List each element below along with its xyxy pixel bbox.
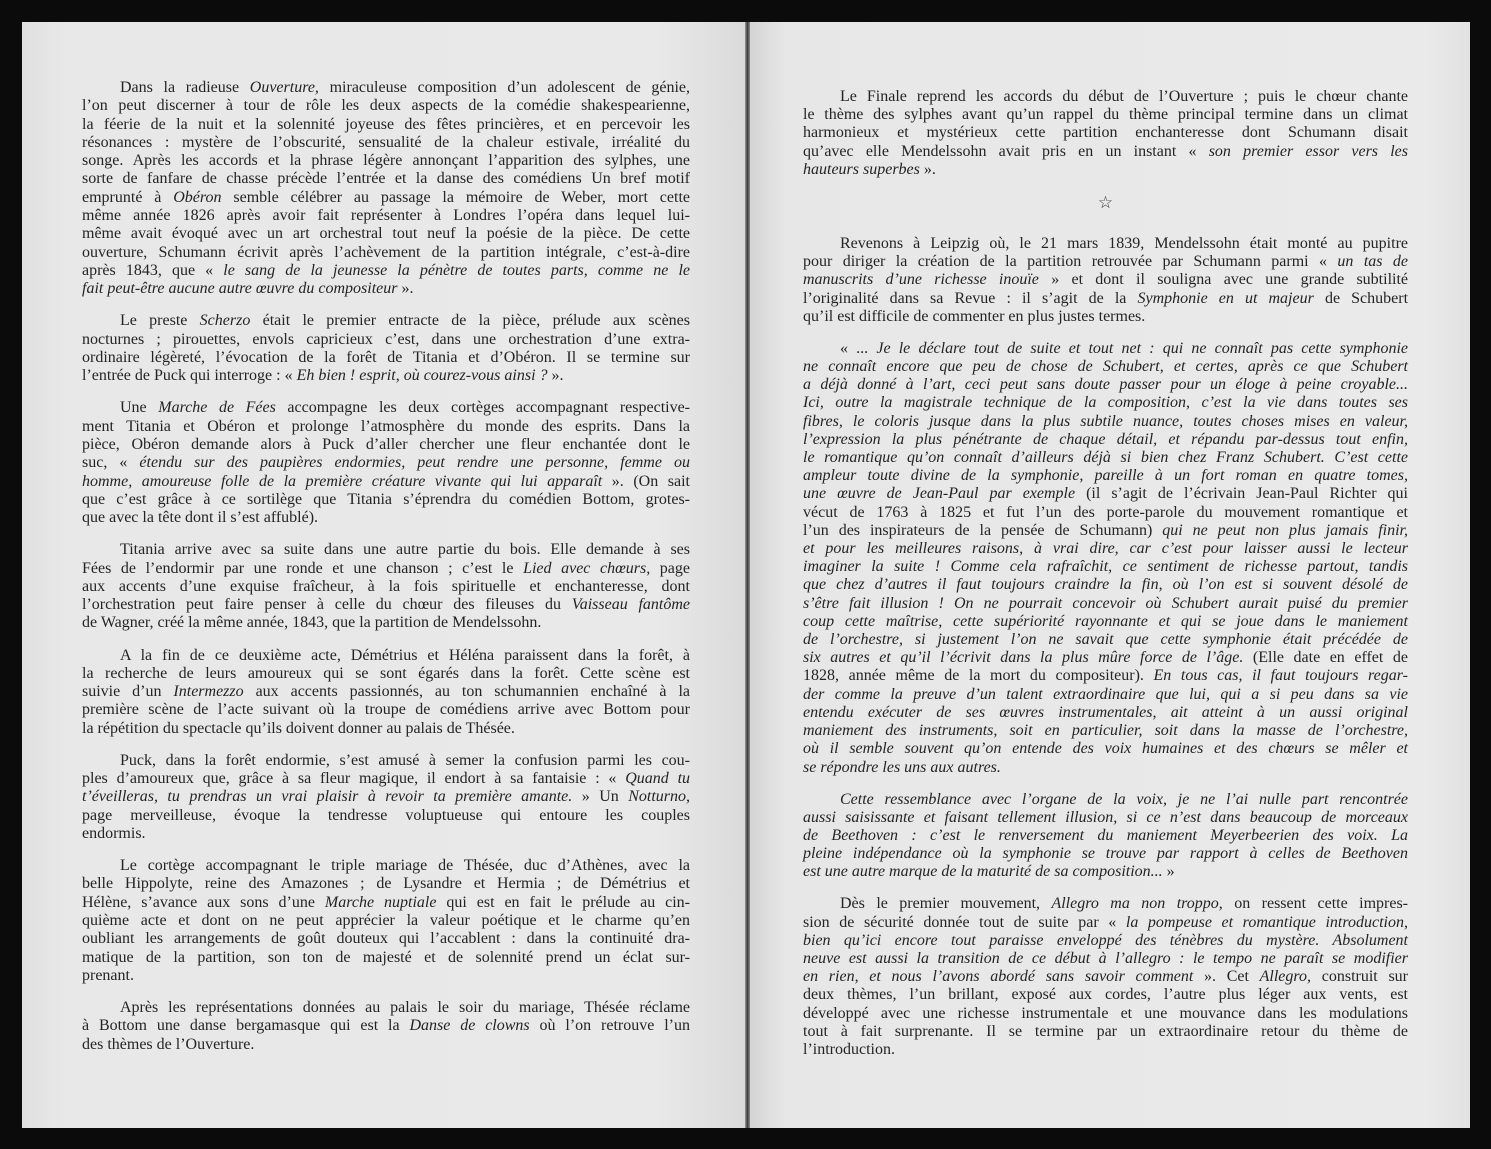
- italic-text-run: Ouverture,: [249, 79, 319, 96]
- paragraph: [82, 857, 690, 985]
- text-line: [803, 845, 1408, 863]
- text-run: que avec la tête dont il s’est affublé).: [82, 509, 319, 527]
- text-line: [82, 331, 690, 349]
- text-line: [82, 312, 690, 330]
- text-line: [82, 647, 690, 665]
- text-run: matique de la partition, son ton de majesté et de solennité prend un éclat sur-: [82, 948, 690, 966]
- text-line: [82, 701, 690, 719]
- paragraph: [82, 999, 690, 1054]
- text-line: [82, 509, 690, 527]
- text-line: [803, 686, 1408, 704]
- text-line: [82, 280, 690, 298]
- text-line: [803, 613, 1408, 631]
- text-line: [82, 116, 690, 134]
- text-run: deux thèmes, l’un brillant, exposé aux cordes, l’autre plus léger aux vents, est: [803, 986, 1408, 1004]
- text-run: (il s’agit de l’écrivain Jean-Paul Richter qui: [1075, 485, 1408, 503]
- text-run: construit sur: [1311, 968, 1408, 986]
- italic-text-run: pleine indépendance où la symphonie se trouve par rapport à celles de Beethoven: [803, 845, 1408, 863]
- text-run: même avait évoqué avec un art orchestral tout neuf la poésie de la pièce. De cette: [82, 225, 690, 243]
- text-line: [803, 827, 1408, 845]
- text-run: qu’avec elle Mendelssohn avait pris en un instant «: [803, 142, 1209, 160]
- italic-text-run: coup cette maîtrise, cette supériorité rayonnante et qui se joue dans le maniement: [803, 612, 1408, 630]
- text-run: où l’on retrouve l’un: [529, 1017, 690, 1035]
- text-run: même année 1826 après avoir fait représenter à Londres l’opéra dans lequel lui-: [82, 207, 690, 225]
- text-line: [803, 558, 1408, 576]
- left-page-text-column: [82, 79, 690, 1054]
- italic-text-run: qui ne peut non plus jamais finir,: [1162, 521, 1409, 539]
- italic-text-run: la pompeuse et romantique introduction,: [1125, 913, 1408, 931]
- text-line: [803, 914, 1408, 932]
- paragraph: [82, 399, 690, 527]
- italic-text-run: Je le déclare tout de suite et tout net : qui ne connaît pas cette symphonie: [876, 339, 1409, 357]
- italic-text-run: de l’orchestre, si justement l’on ne savait que cette symphonie était précédée de: [803, 631, 1408, 649]
- italic-text-run: Ici, outre la magistrale technique de la composition, c’est la vie dans toutes ses: [803, 394, 1408, 412]
- text-line: [803, 540, 1408, 558]
- text-run: la recherche de leurs amoureux qui se sont égarés dans la forêt. Cette scène est: [82, 664, 690, 682]
- italic-text-run: hauteurs superbes: [803, 160, 920, 178]
- text-run: l’un des inspirateurs de la pensée de Schumann): [803, 521, 1163, 539]
- text-line: [803, 968, 1408, 986]
- text-line: [82, 857, 690, 875]
- text-run: après 1843, que «: [82, 261, 224, 279]
- text-line: [82, 367, 690, 385]
- text-line: [803, 986, 1408, 1004]
- text-run: Une: [120, 399, 159, 417]
- text-line: [82, 807, 690, 825]
- text-line: [803, 449, 1408, 467]
- italic-text-run: Obéron: [173, 188, 222, 206]
- text-line: [82, 596, 690, 614]
- italic-text-run: Allegro ma non troppo,: [1051, 895, 1223, 913]
- italic-text-run: der comme la preuve d’un talent extraordinaire que lui, qui a si peu dans sa vie: [803, 685, 1408, 703]
- text-line: [82, 999, 690, 1017]
- italic-text-run: est une autre marque de la maturité de sa composition...: [803, 863, 1163, 881]
- italic-text-run: Eh bien ! esprit, où courez-vous ainsi ?: [296, 367, 548, 385]
- italic-text-run: le romantique qu’on connaît d’ailleurs déjà si bien chez Franz Schubert. C’est cette: [803, 449, 1408, 467]
- text-run: de Schubert: [1313, 289, 1409, 307]
- italic-text-run: Danse de clowns: [409, 1017, 530, 1035]
- text-line: [82, 225, 690, 243]
- text-line: [82, 894, 690, 912]
- text-line: [803, 271, 1408, 289]
- text-line: [82, 454, 690, 472]
- text-run: ».: [547, 367, 564, 385]
- text-run: résonances : mystère de l’obscurité, sensualité de la chaleur estivale, irréalité du: [82, 133, 690, 151]
- text-line: [803, 340, 1408, 358]
- text-line: [803, 863, 1408, 881]
- text-line: [803, 932, 1408, 950]
- text-line: [803, 667, 1408, 685]
- text-line: [82, 578, 690, 596]
- italic-text-run: a déjà donné à l’art, ceci peut sans doute passer pour un éloge à peine croyable...: [803, 376, 1408, 394]
- text-line: [82, 349, 690, 367]
- text-run: ».: [397, 280, 414, 298]
- text-line: [82, 541, 690, 559]
- text-line: [803, 106, 1408, 124]
- text-run: » et dont il souligna avec une grande subtilité: [1038, 271, 1409, 289]
- text-line: [803, 1023, 1408, 1041]
- text-run: l’on peut discerner à tour de rôle les deux aspects de la comédie shakespearienne,: [82, 97, 690, 115]
- text-line: [803, 394, 1408, 412]
- text-run: à Bottom une danse bergamasque qui est la: [82, 1017, 410, 1035]
- text-run: ordinaire légèreté, l’évocation de la forêt de Titania et d’Obéron. Il se termine sur: [82, 348, 690, 366]
- text-run: « ...: [840, 339, 877, 357]
- text-line: [803, 467, 1408, 485]
- italic-text-run: Cette ressemblance avec l’organe de la voix, je ne l’ai nulle part rencontrée: [840, 790, 1408, 808]
- text-run: vécut de 1763 à 1825 et fut l’un des porte-parole du mouvement romantique et: [803, 503, 1408, 521]
- text-line: [82, 170, 690, 188]
- italic-text-run: fait peut-être aucune autre œuvre du compositeur: [82, 280, 398, 298]
- text-line: [803, 376, 1408, 394]
- italic-text-run: t’éveilleras, tu prendras un vrai plaisir à revoir ta première amante.: [82, 788, 573, 806]
- italic-text-run: s’être fait illusion ! On ne pourrait concevoir où Schubert aurait puisé du premier: [803, 594, 1408, 612]
- text-run: Après les représentations données au palais le soir du mariage, Thésée réclame: [120, 998, 690, 1016]
- text-run: l’orchestration peut faire penser à celle du chœur des fileuses du: [82, 596, 572, 614]
- text-line: [803, 143, 1408, 161]
- italic-text-run: Intermezzo: [173, 683, 244, 701]
- italic-text-run: homme, amoureuse folle de la première créature vivante qui lui apparaît: [82, 472, 603, 490]
- text-run: ». Cet: [1193, 968, 1260, 986]
- text-run: Le Finale reprend les accords du début de l’Ouverture ; puis le chœur chante: [840, 88, 1408, 105]
- italic-text-run: Quand tu: [625, 770, 691, 788]
- text-run: l’originalité dans sa Revue : il s’agit de la: [803, 289, 1138, 307]
- text-line: [803, 161, 1408, 179]
- text-line: [82, 720, 690, 738]
- text-run: des thèmes de l’Ouverture.: [82, 1035, 255, 1053]
- right-page-text-column: [803, 88, 1408, 1059]
- text-line: [82, 244, 690, 262]
- text-line: [82, 665, 690, 683]
- italic-text-run: le sang de la jeunesse la pénètre de toutes parts, comme ne le: [223, 261, 691, 279]
- text-run: ples d’amoureux que, grâce à sa fleur magique, il endort à sa fantaisie : «: [82, 770, 626, 788]
- text-run: première scène de l’acte suivant où la troupe de comédiens arrive avec Bottom pour: [82, 701, 690, 719]
- italic-text-run: en rien, et nous l’avons abordé sans savoir comment: [803, 968, 1194, 986]
- text-run: tout à fait surprenante. Il se termine par un extraordinaire retour du thème de: [803, 1022, 1408, 1040]
- text-run: ».: [919, 160, 936, 178]
- text-run: aux accents d’une exquise fraîcheur, à la fois spirituelle et enchanteresse, dont: [82, 577, 690, 595]
- italic-text-run: de Beethoven : c’est le renversement du maniement Meyerbeerien des voix. La: [803, 826, 1408, 844]
- text-line: [82, 97, 690, 115]
- finale-section: [803, 88, 1408, 179]
- italic-text-run: Notturno,: [628, 788, 690, 806]
- text-run: 1828, année même de la mort du compositeur).: [803, 667, 1154, 685]
- text-line: [82, 825, 690, 843]
- italic-text-run: Marche de Fées: [158, 399, 276, 417]
- italic-text-run: ampleur toute divine de la symphonie, pareille à un fort roman en quatre tomes,: [803, 467, 1408, 485]
- text-line: [803, 235, 1408, 253]
- text-line: [803, 358, 1408, 376]
- text-line: [82, 418, 690, 436]
- text-line: [82, 189, 690, 207]
- text-line: [82, 560, 690, 578]
- text-line: [803, 950, 1408, 968]
- text-line: [803, 791, 1408, 809]
- text-run: l’entrée de Puck qui interroge : «: [82, 367, 297, 385]
- text-run: suivie d’un: [82, 683, 174, 701]
- text-run: aux accents passionnés, au ton schumannien enchaîné à la: [243, 683, 691, 701]
- text-line: [82, 683, 690, 701]
- italic-text-run: une œuvre de Jean-Paul par exemple: [803, 485, 1076, 503]
- italic-text-run: neuve est aussi la transition de ce début à l’allegro : le tempo ne paraît se modifier: [803, 949, 1408, 967]
- text-run: miraculeuse composition d’un adolescent de génie,: [318, 79, 690, 96]
- booklet-spine: [745, 22, 750, 1128]
- text-run: la féerie de la nuit et la solennité joyeuse des fêtes princières, et en percevoir les: [82, 115, 690, 133]
- text-run: Le cortège accompagnant le triple mariage de Thésée, duc d’Athènes, avec la: [120, 857, 690, 875]
- text-line: [803, 576, 1408, 594]
- text-run: quième acte et dont on ne peut apprécier la valeur poétique et le charme qu’en: [82, 911, 690, 929]
- text-line: [82, 912, 690, 930]
- text-line: [82, 949, 690, 967]
- italic-text-run: fibres, le coloris jusque dans la plus subtile nuance, toutes choses mises en valeur,: [803, 412, 1408, 430]
- text-run: la répétition du spectacle qu’ils doivent donner au palais de Thésée.: [82, 719, 515, 737]
- paragraph: [82, 647, 690, 738]
- text-line: [803, 1041, 1408, 1059]
- text-line: [803, 722, 1408, 740]
- text-line: [82, 436, 690, 454]
- text-run: sorte de fanfare de chasse précède l’entrée et la danse des comédiens Un bref motif: [82, 170, 690, 188]
- text-line: [803, 413, 1408, 431]
- text-line: [803, 485, 1408, 503]
- text-run: A la fin de ce deuxième acte, Démétrius et Héléna paraissent dans la forêt, à: [120, 646, 690, 664]
- text-run: Dans la radieuse: [120, 79, 250, 96]
- text-line: [803, 522, 1408, 540]
- text-run: sion de sécurité donnée tout de suite par «: [803, 913, 1126, 931]
- text-line: [803, 290, 1408, 308]
- text-run: de Wagner, créé la même année, 1843, que la partition de Mendelssohn.: [82, 614, 542, 632]
- text-line: [82, 752, 690, 770]
- text-line: [803, 595, 1408, 613]
- italic-text-run: Allegro,: [1259, 968, 1312, 986]
- italic-text-run: un tas de: [1337, 253, 1408, 271]
- italic-text-run: où il semble souvent qu’on entende des voix humaines et des chœurs se mêler et: [803, 740, 1408, 758]
- text-run: Hélène, s’avance aux sons d’une: [82, 893, 325, 911]
- text-run: page merveilleuse, évoque la tendresse voluptueuse qui entoure les couples: [82, 806, 690, 824]
- text-line: [82, 134, 690, 152]
- text-line: [82, 930, 690, 948]
- text-run: Fées de l’endormir par une ronde et une chanson ; c’est le: [82, 559, 524, 577]
- text-run: nocturnes ; pirouettes, envols capricieux c’est, dans une orchestration d’une extra-: [82, 330, 690, 348]
- italic-text-run: que chez d’autres il faut toujours craindre la fin, où l’on est si souvent désolé de: [803, 576, 1408, 594]
- italic-text-run: entendu exécuter de ses œuvres instrumentales, ait atteint à un aussi original: [803, 703, 1408, 721]
- text-run: Revenons à Leipzig où, le 21 mars 1839, Mendelssohn était monté au pupitre: [840, 235, 1408, 253]
- text-line: [82, 1017, 690, 1035]
- italic-text-run: ne connaît encore que peu de chose de Schubert, et certes, après ce que Schubert: [803, 358, 1408, 376]
- text-run: le thème des sylphes avant qu’un rappel du thème principal termine dans un climat: [803, 106, 1408, 124]
- text-run: ». (On sait: [602, 472, 690, 490]
- text-line: [803, 759, 1408, 777]
- text-line: [82, 491, 690, 509]
- text-line: [82, 967, 690, 985]
- text-run: (Elle date en effet de: [1243, 649, 1408, 667]
- italic-text-run: manuscrits d’une richesse inouïe: [803, 271, 1039, 289]
- text-run: l’introduction.: [803, 1040, 895, 1058]
- italic-text-run: Symphonie en ut majeur: [1137, 289, 1314, 307]
- italic-text-run: Scherzo: [199, 312, 251, 330]
- paragraph: [803, 791, 1408, 882]
- text-line: [803, 631, 1408, 649]
- text-line: [803, 704, 1408, 722]
- star-separator-icon: ☆: [1097, 193, 1114, 214]
- text-run: ouverture, Schumann écrivit après l’achèvement de la partition intégrale, c’est-à-dire: [82, 243, 690, 261]
- text-line: [82, 399, 690, 417]
- text-run: qu’il est difficile de commenter en plus justes termes.: [803, 307, 1146, 325]
- text-run: était le premier entracte de la pièce, prélude aux scènes: [250, 312, 690, 330]
- text-run: Puck, dans la forêt endormie, s’est amusé à semer la confusion parmi les cou-: [120, 751, 690, 769]
- text-line: [803, 809, 1408, 827]
- text-line: [803, 253, 1408, 271]
- text-run: prenant.: [82, 966, 134, 984]
- text-run: Titania arrive avec sa suite dans une autre partie du bois. Elle demande à ses: [120, 541, 690, 559]
- text-run: songe. Après les accords et la phrase légère annonçant l’apparition des sylphes, une: [82, 152, 690, 170]
- text-run: suc, «: [82, 454, 140, 472]
- paragraph: [82, 541, 690, 632]
- text-line: [82, 614, 690, 632]
- text-line: [803, 649, 1408, 667]
- text-line: [803, 895, 1408, 913]
- text-run: on ressent cette impres-: [1222, 895, 1409, 913]
- text-line: [82, 875, 690, 893]
- paragraph: [82, 312, 690, 385]
- italic-text-run: aussi saisissante et faisant tellement illusion, si ce n’est dans beaucoup de morceaux: [803, 808, 1408, 826]
- text-line: [82, 473, 690, 491]
- text-run: Le preste: [120, 312, 200, 330]
- text-line: [82, 152, 690, 170]
- text-run: pour diriger la création de la partition retrouvée par Schumann parmi «: [803, 253, 1338, 271]
- text-line: [82, 79, 690, 97]
- paragraph: [82, 79, 690, 299]
- paragraph: [803, 340, 1408, 777]
- text-run: endormis.: [82, 824, 146, 842]
- italic-text-run: son premier essor vers les: [1208, 142, 1408, 160]
- text-run: développé avec une richesse instrumentale et une mouvance dans les modulations: [803, 1004, 1408, 1022]
- paragraph: [803, 88, 1408, 179]
- text-run: pièce, Obéron demande alors à Puck d’aller chercher une fleur enchantée dont le: [82, 435, 690, 453]
- paragraph: [803, 235, 1408, 326]
- text-line: [803, 431, 1408, 449]
- text-line: [82, 262, 690, 280]
- italic-text-run: bien qu’ici encore tout paraisse enveloppé des ténèbres du mystère. Absolument: [803, 931, 1408, 949]
- italic-text-run: Marche nuptiale: [324, 893, 437, 911]
- text-run: accompagne les deux cortèges accompagnant respective-: [275, 399, 691, 417]
- text-line: [803, 504, 1408, 522]
- text-run: belle Hippolyte, reine des Amazones ; de Lysandre et Hermia ; de Démétrius et: [82, 875, 690, 893]
- text-run: oubliant les arrangements de goût douteux qui l’accablent : dans la continuité dra-: [82, 930, 690, 948]
- text-line: [803, 88, 1408, 106]
- symphony-section: [803, 235, 1408, 1059]
- italic-text-run: maniement des instruments, soit en particulier, soit dans la masse de l’orchestre,: [803, 722, 1408, 740]
- italic-text-run: Vaisseau fantôme: [571, 596, 691, 614]
- text-line: [82, 1036, 690, 1054]
- italic-text-run: imaginer la suite ! Comme cela rafraîchit, ce sentiment de richesse partout, tandis: [803, 558, 1408, 576]
- text-line: [82, 788, 690, 806]
- text-run: que c’est grâce à ce sortilège que Titania s’éprendra du comédien Bottom, grotes-: [82, 490, 690, 508]
- text-run: page: [650, 559, 690, 577]
- paragraph: [82, 752, 690, 843]
- text-run: harmonieux et mystérieux cette partition enchanteresse dont Schumann disait: [803, 124, 1408, 142]
- text-run: emprunté à: [82, 188, 174, 206]
- text-line: [803, 124, 1408, 142]
- text-run: semble célébrer au passage la mémoire de Weber, mort cette: [221, 188, 690, 206]
- paragraph: [803, 895, 1408, 1059]
- text-line: [82, 770, 690, 788]
- italic-text-run: et pour les meilleures raisons, à vrai dire, car c’est pour laisser aussi le lecteur: [803, 540, 1408, 558]
- text-line: [82, 207, 690, 225]
- italic-text-run: Lied avec chœurs,: [523, 559, 651, 577]
- text-line: [803, 740, 1408, 758]
- italic-text-run: six autres et qu’il l’écrivit dans la plus mûre force de l’âge.: [803, 649, 1244, 667]
- italic-text-run: l’expression la plus pénétrante de chaque détail, et répandu par-dessus tout enfin,: [803, 430, 1408, 448]
- text-run: ment Titania et Obéron et prolonge l’atmosphère du monde des esprits. Dans la: [82, 417, 690, 435]
- text-run: Dès le premier mouvement,: [840, 895, 1052, 913]
- text-run: »: [1162, 863, 1175, 881]
- text-line: [803, 308, 1408, 326]
- text-run: » Un: [572, 788, 629, 806]
- italic-text-run: se répondre les uns aux autres.: [803, 758, 1001, 776]
- italic-text-run: En tous cas, il faut toujours regar-: [1153, 667, 1408, 685]
- text-line: [803, 1005, 1408, 1023]
- text-run: qui est en fait le prélude au cin-: [436, 893, 691, 911]
- italic-text-run: étendu sur des paupières endormies, peut rendre une personne, femme ou: [139, 454, 691, 472]
